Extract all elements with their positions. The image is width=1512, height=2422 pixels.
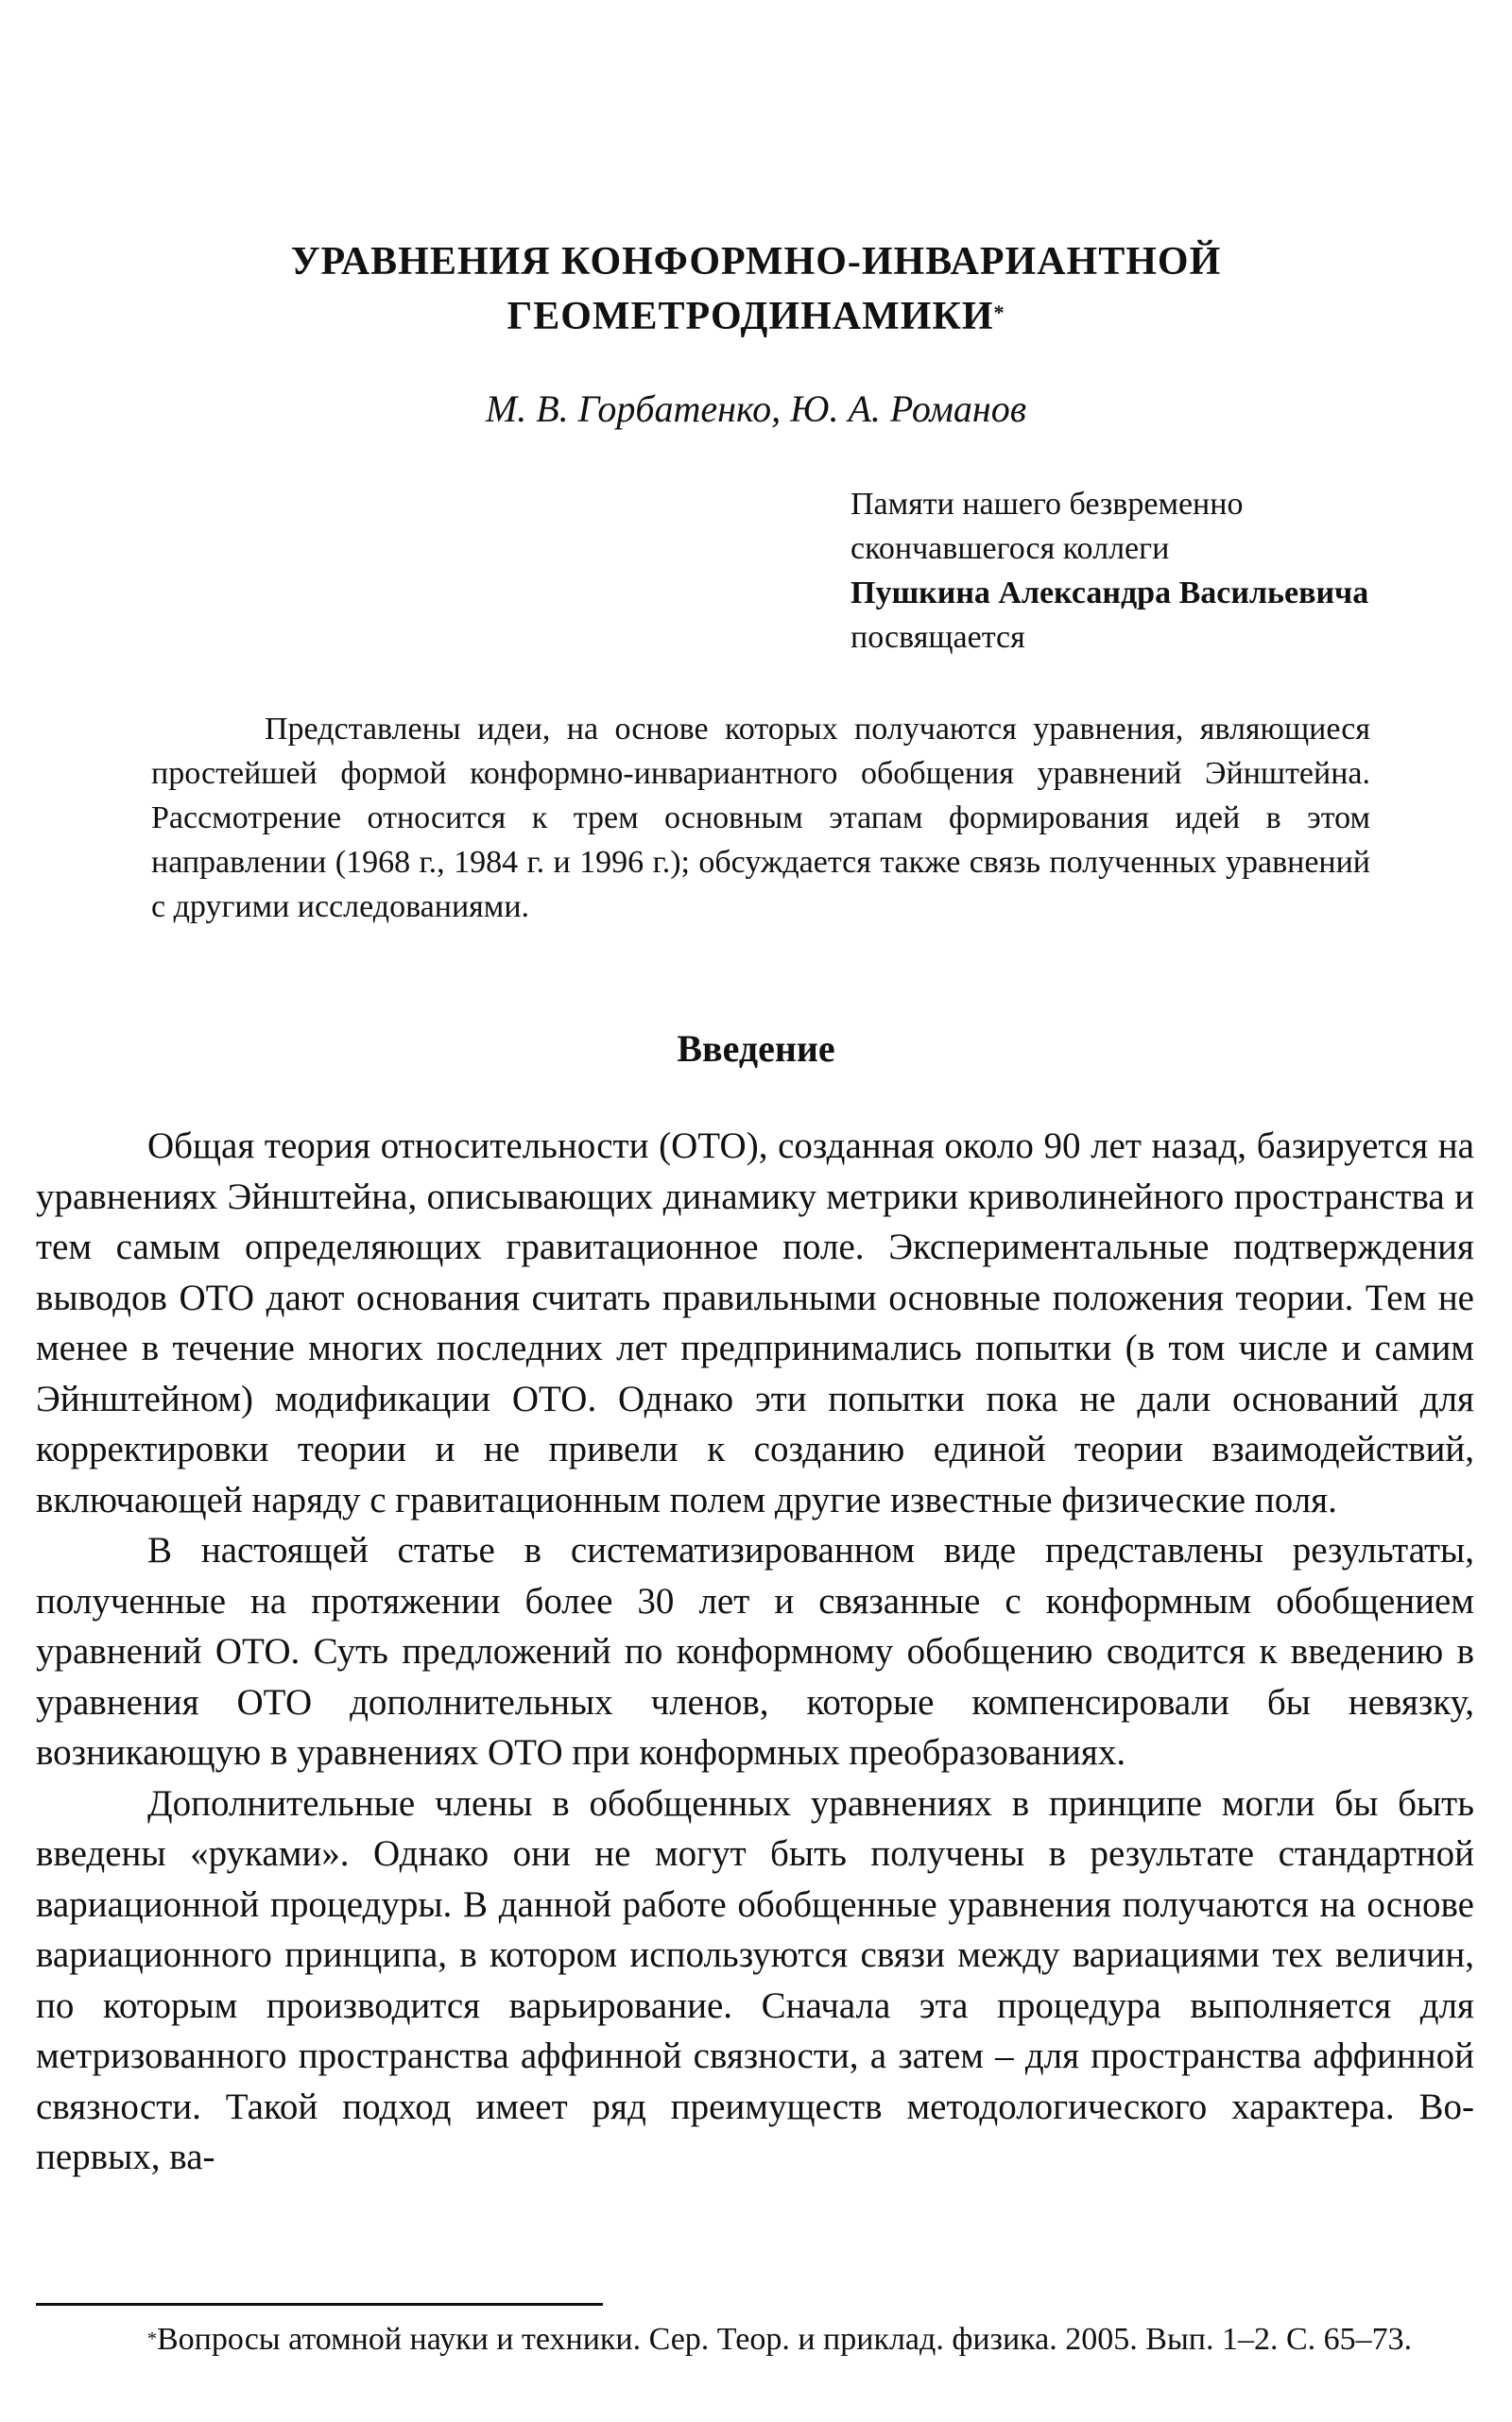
dedication-line-2: скончавшегося коллеги [850, 531, 1170, 566]
dedication [850, 482, 1493, 660]
paragraph: В настоящей статье в систематизированном виде представлены результаты, полученные на протяжении более 30 лет и связанные с конформным обобщением уравнений ОТО. Суть предложений по конформному обобщению сводится к введению в уравнения ОТО дополнительных членов, которые компенсировали бы невязку, возникающую в уравнениях ОТО при конформных преобразованиях. [36, 1530, 1474, 1773]
footnote-mark: * [147, 2328, 157, 2349]
title-footnote-mark: * [993, 301, 1005, 324]
footnote-text: Вопросы атомной науки и техники. Сер. Теор. и приклад. физика. 2005. Вып. 1–2. С. 65–73. [157, 2322, 1413, 2357]
title-line-1: УРАВНЕНИЯ КОНФОРМНО-ИНВАРИАНТНОЙ [290, 240, 1222, 283]
dedication-line-4: посвящается [850, 620, 1025, 655]
authors: М. В. Горбатенко, Ю. А. Романов [485, 387, 1027, 430]
abstract: Представлены идеи, на основе которых получаются уравнения, являющиеся простейшей формой конформно-инвариантного обобщения уравнений Эйнштейна. Рассмотрение относится к трем основным этапам формирования идей в этом направлении (1968 г., 1984 г. и 1996 г.); обсуждается также связь полученных уравнений с другими исследованиями. [151, 712, 1370, 924]
section-heading: Введение [677, 1027, 835, 1070]
footnote-divider [36, 2303, 603, 2306]
article-title [0, 234, 1512, 344]
paragraph: Общая теория относительности (ОТО), созданная около 90 лет назад, базируется на уравнениях Эйнштейна, описывающих динамику метрики криволинейного пространства и тем самым определяющих гравитационное поле. Экспериментальные подтверждения выводов ОТО дают основания считать правильными основные положения теории. Тем не менее в течение многих последних лет предпринимались попытки (в том числе и самим Эйнштейном) модификации ОТО. Однако эти попытки пока не дали оснований для корректировки теории и не привели к созданию единой теории взаимодействий, включающей наряду с гравитационным полем другие известные физические поля. [36, 1125, 1474, 1520]
dedication-name: Пушкина Александра Васильевича [850, 575, 1369, 610]
paragraph: Дополнительные члены в обобщенных уравнениях в принципе могли бы быть введены «руками». Однако они не могут быть получены в результате стандартной вариационной процедуры. В данной работе обобщенные уравнения получаются на основе вариационного принципа, в котором используются связи между вариациями тех величин, по которым производится варьирование. Сначала эта процедура выполняется для метризованного пространства аффинной связности, а затем – для пространства аффинной связности. Такой подход имеет ряд преимуществ методологического характера. Во-первых, ва- [36, 1782, 1474, 2177]
title-line-2 [0, 289, 1512, 344]
body-text [36, 1121, 1474, 2183]
title-line-2-text: ГЕОМЕТРОДИНАМИКИ [507, 295, 994, 338]
footnote [36, 2317, 1474, 2362]
dedication-line-1: Памяти нашего безвременно [850, 487, 1244, 522]
